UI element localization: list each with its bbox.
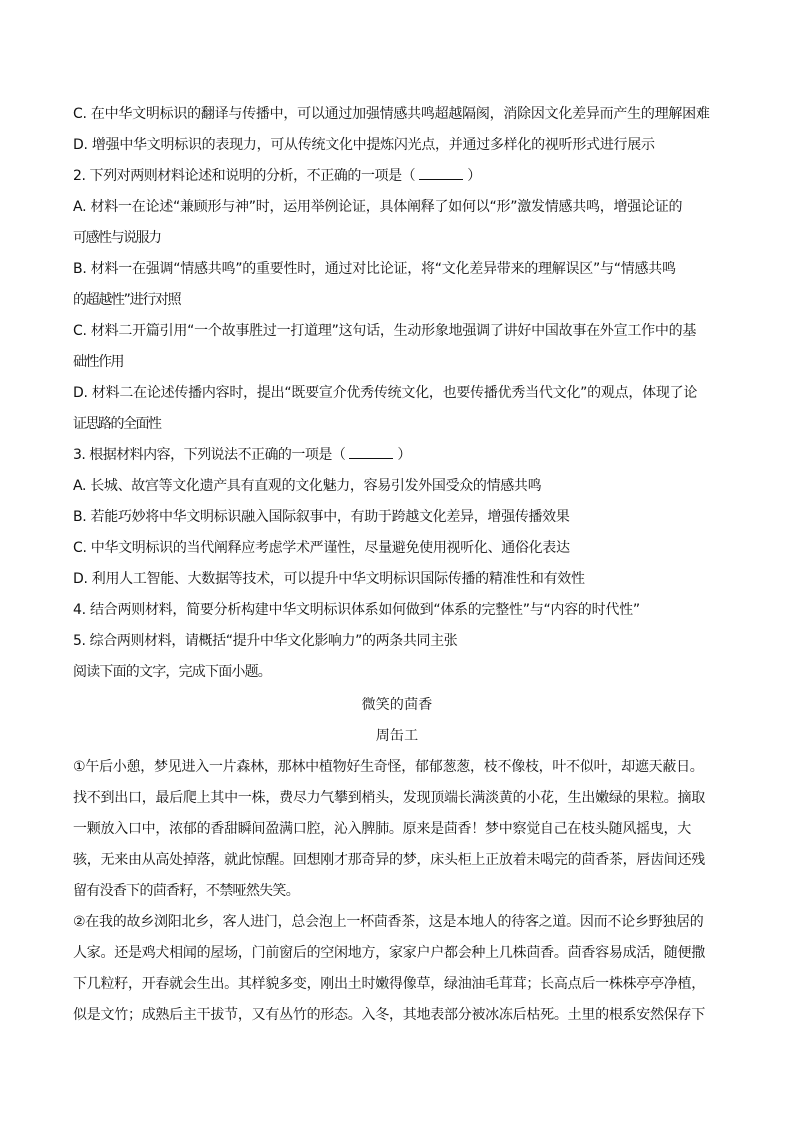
article-line: 下几粒籽，开春就会生出。其样貌多变，刚出土时嫩得像草，绿油油毛茸茸；长高点后一株株亭亭净植， [73,976,705,992]
q3-stem-close: ） [397,447,411,463]
q3-option-b: B. 若能巧妙将中华文明标识融入国际叙事中，有助于跨越文化差异，增强传播效果 [73,509,570,525]
q3-stem-text: 3. 根据材料内容，下列说法不正确的一项是（ [73,447,346,463]
q2-option-a-line1: A. 材料一在论述“兼顾形与神”时，运用举例论证，具体阐释了如何以“形”激发情感共鸣，增强论证的 [73,199,683,215]
article-line: 骇，无来由从高处掉落，就此惊醒。回想刚才那奇异的梦，床头柜上正放着未喝完的茴香茶，唇齿间还残 [73,852,705,868]
q2-option-c-line1: C. 材料二开篇引用“一个故事胜过一打道理”这句话，生动形象地强调了讲好中国故事在外宣工作中的基 [73,323,697,339]
q2-option-b-line1: B. 材料一在强调“情感共鸣”的重要性时，通过对比论证，将“文化差异带来的理解误区”与“情感共鸣 [73,261,676,277]
q4-text: 4. 结合两则材料，简要分析构建中华文明标识体系如何做到“体系的完整性”与“内容的时代性” [73,602,640,618]
q2-stem-close: ） [467,168,481,184]
article-line: 留有没香下的茴香籽，不禁哑然失笑。 [73,883,299,899]
q2-option-b-line2: 的超越性”进行对照 [73,292,181,308]
q3-option-d: D. 利用人工智能、大数据等技术，可以提升中华文明标识国际传播的精准性和有效性 [73,571,585,587]
article-line: ②在我的故乡浏阳北乡，客人进门，总会泡上一杯茴香茶，这是本地人的待客之道。因而不论乡野独居的 [73,914,704,930]
q1-option-c: C. 在中华文明标识的翻译与传播中，可以通过加强情感共鸣超越隔阂，消除因文化差异而产生的理解困难 [73,106,710,122]
article-line: 似是文竹；成熟后主干拔节，又有丛竹的形态。入冬，其地表部分被冰冻后枯死。土里的根系安然保存下 [73,1007,705,1023]
q5-text: 5. 综合两则材料，请概括“提升中华文化影响力”的两条共同主张 [73,633,458,649]
q3-option-a: A. 长城、故宫等文化遗产具有直观的文化魅力，容易引发外国受众的情感共鸣 [73,478,542,494]
article-title: 微笑的茴香 [361,697,433,713]
article-line: 一颗放入口中，浓郁的香甜瞬间盈满口腔，沁入脾肺。原来是茴香！梦中察觉自己在枝头随风摇曳，大 [73,821,691,837]
q2-stem-text: 2. 下列对两则材料论述和说明的分析，不正确的一项是（ [73,168,416,184]
q3-stem [73,446,733,464]
article-line: 找不到出口，最后爬上其中一株，费尽力气攀到梢头，发现顶端长满淡黄的小花，生出嫩绿的果粒。摘取 [73,790,705,806]
answer-blank [419,168,463,180]
answer-blank [349,447,393,459]
q2-option-c-line2: 础性作用 [73,354,123,370]
q1-option-d: D. 增强中华文明标识的表现力，可从传统文化中提炼闪光点，并通过多样化的视听形式进行展示 [73,137,655,153]
q2-option-d-line2: 证思路的全面性 [73,416,161,432]
reading-instruction: 阅读下面的文字，完成下面小题。 [73,664,271,680]
q3-option-c: C. 中华文明标识的当代阐释应考虑学术严谨性，尽量避免使用视听化、通俗化表达 [73,540,570,556]
article-author: 周缶工 [375,728,419,744]
q2-option-d-line1: D. 材料二在论述传播内容时，提出“既要宣介优秀传统文化，也要传播优秀当代文化”的观点，体现了论 [73,385,698,401]
q2-option-a-line2: 可感性与说服力 [73,230,161,246]
article-line: ①午后小憩，梦见进入一片森林，那林中植物好生奇怪，郁郁葱葱，枝不像枝，叶不似叶，却遮天蔽日。 [73,759,704,775]
q2-stem [73,167,733,185]
article-line: 人家。还是鸡犬相闻的屋场，门前窗后的空闲地方，家家户户都会种上几株茴香。茴香容易成活，随便撒 [73,945,705,961]
